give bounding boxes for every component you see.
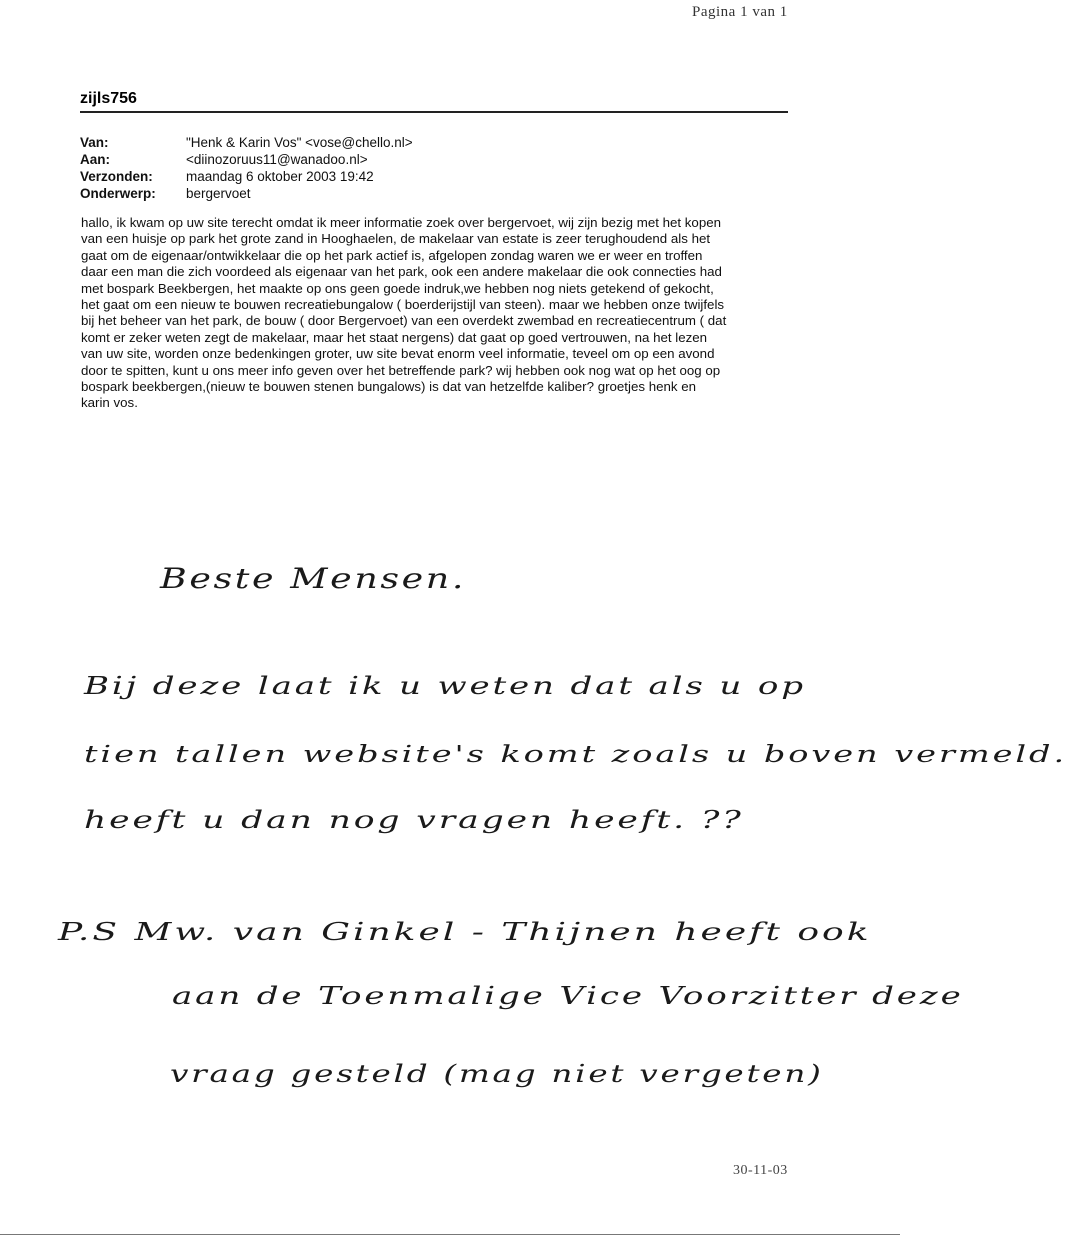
sent-row	[80, 168, 413, 185]
footer-date: 30-11-03	[733, 1163, 788, 1178]
email-body	[81, 215, 797, 412]
email-body-line: van uw site, worden onze bedenkingen groter, uw site bevat enorm veel informatie, teveel om op een avond	[81, 346, 715, 362]
email-body-line: karin vos.	[81, 395, 138, 411]
email-body-line: bospark beekbergen,(nieuw te bouwen stenen bungalows) is dat van hetzelfde kaliber? groetjes henk en	[81, 379, 697, 395]
from-row	[80, 134, 413, 151]
from-label: Van:	[80, 135, 109, 150]
email-header-fields	[80, 134, 413, 202]
handwritten-postscript-line: P.S Mw. van Ginkel - Thijnen heeft ook	[58, 918, 872, 946]
to-label: Aan:	[80, 152, 110, 167]
email-body-line: hallo, ik kwam op uw site terecht omdat ik meer informatie zoek over bergervoet, wij zijn bezig met het kopen	[81, 215, 722, 230]
handwritten-line: heeft u dan nog vragen heeft. ??	[84, 806, 744, 834]
page-number-header: Pagina 1 van 1	[692, 4, 788, 20]
email-body-line: gaat om de eigenaar/ontwikkelaar die op het park actief is, afgelopen zondag waren we er weer en troffen	[81, 247, 703, 263]
account-divider	[80, 111, 788, 113]
sent-value: maandag 6 oktober 2003 19:42	[186, 169, 374, 184]
email-body-line: daar een man die zich voordeed als eigenaar van het park, ook een andere makelaar die ook connecties had	[81, 264, 722, 280]
email-body-line: met bospark Beekbergen, het maakte op ons geen goede indruk,we hebben nog niets getekend of gekocht,	[81, 280, 714, 296]
subject-label: Onderwerp:	[80, 186, 156, 201]
handwritten-postscript-line: aan de Toenmalige Vice Voorzitter deze	[172, 982, 964, 1010]
email-body-line: het gaat om een nieuw te bouwen recreatiebungalow ( boerderijstijl van steen). maar we hebben onze twijfels	[81, 297, 725, 313]
from-value: "Henk & Karin Vos" <vose@chello.nl>	[186, 135, 413, 150]
handwritten-postscript-line: vraag gesteld (mag niet vergeten)	[170, 1060, 824, 1088]
handwritten-line: tien tallen website's komt zoals u boven vermeld.	[84, 742, 1067, 768]
to-value: <diinozoruus11@wanadoo.nl>	[186, 152, 368, 167]
email-body-line: door te spitten, kunt u ons meer info geven over het betreffende park? wij hebben ook nog wat op het oog op	[81, 362, 721, 378]
scan-edge-line	[0, 1234, 900, 1235]
email-body-line: van een huisje op park het grote zand in Hooghaelen, de makelaar van estate is zeer terughoudend als het	[81, 231, 711, 247]
sent-label: Verzonden:	[80, 169, 153, 184]
subject-row	[80, 185, 413, 202]
handwritten-line: Bij deze laat ik u weten dat als u op	[84, 672, 806, 700]
email-body-line: komt er zeker weten zegt de makelaar, maar het staat nergens) dat gaat op goed vertrouwen, na het lezen	[81, 329, 708, 345]
handwritten-greeting: Beste Mensen.	[160, 562, 467, 595]
to-row	[80, 151, 413, 168]
subject-value: bergervoet	[186, 186, 251, 201]
email-body-line: bij het beheer van het park, de bouw ( door Bergervoet) van een overdekt zwembad en recreatiecentrum ( dat	[81, 313, 727, 329]
account-name: zijls756	[80, 90, 137, 107]
